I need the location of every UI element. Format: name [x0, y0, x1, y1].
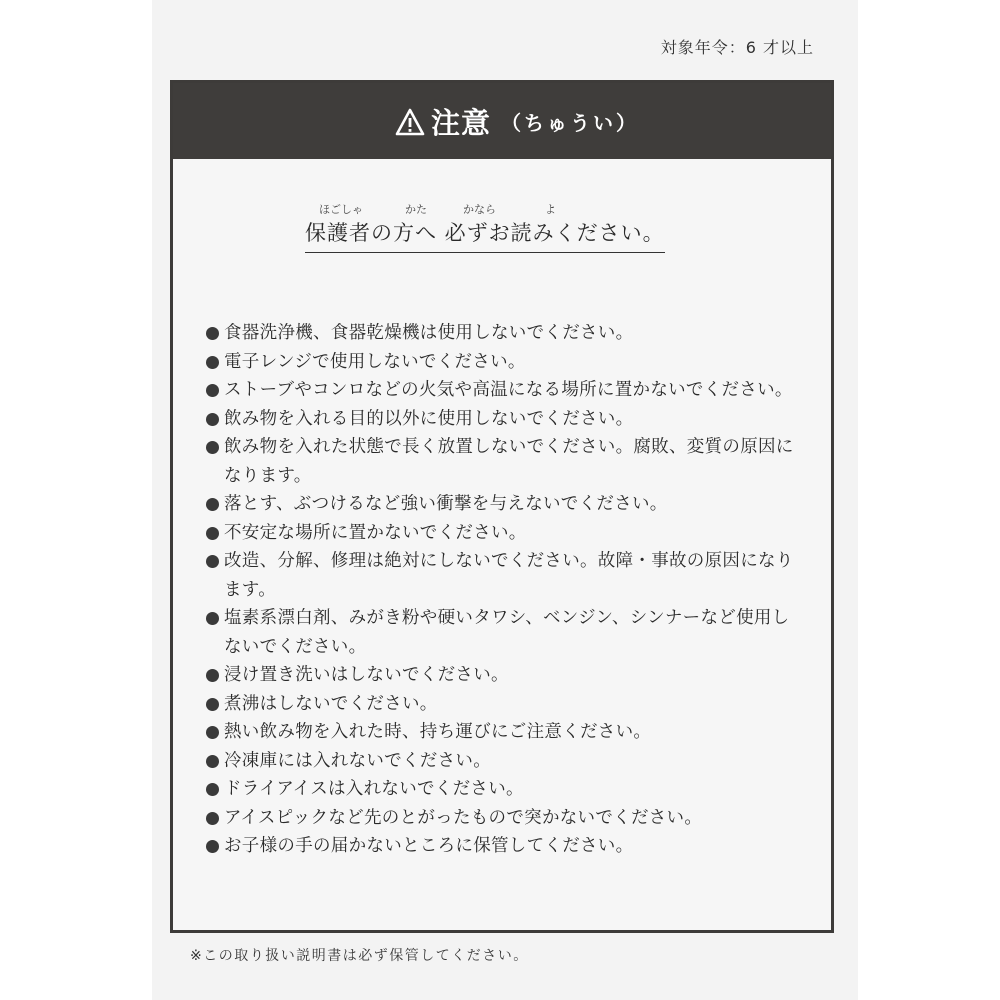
bullet-icon	[206, 698, 219, 711]
bullet-icon	[206, 612, 219, 625]
caution-header	[173, 83, 831, 159]
caution-item-text: ドライアイスは入れないでください。	[224, 779, 524, 799]
caution-item-text: 食器洗浄機、食器乾燥機は使用しないでください。	[224, 323, 634, 343]
caution-title: 注意	[430, 105, 491, 140]
bullet-icon	[206, 384, 219, 397]
caution-item	[206, 775, 796, 804]
bullet-icon	[206, 783, 219, 796]
guardian-heading: 保護者の方へ 必ずお読みください。	[305, 217, 665, 253]
caution-item	[206, 604, 796, 661]
caution-item-text: アイスピックなど先のとがったもので突かないでください。	[224, 807, 703, 828]
caution-item	[206, 747, 796, 776]
bullet-icon	[206, 669, 219, 682]
caution-item-text: 飲み物を入れた状態で長く放置しないでください。腐敗、変質の原因になります。	[224, 437, 794, 486]
bullet-icon	[206, 527, 219, 540]
age-requirement: 対象年令：6 才以上	[660, 38, 814, 57]
caution-item-text: 不安定な場所に置かないでください。	[224, 522, 527, 543]
bullet-icon	[206, 755, 219, 768]
caution-item	[206, 661, 796, 690]
furigana: かた	[405, 203, 427, 216]
guardian-notice	[305, 201, 685, 253]
caution-item-text: 落とす、ぶつけるなど強い衝撃を与えないでください。	[224, 494, 668, 514]
caution-item	[206, 490, 796, 519]
warning-triangle-icon	[395, 108, 425, 136]
caution-item-text: 塩素系漂白剤、みがき粉や硬いタワシ、ベンジン、シンナーなど使用しないでください。	[224, 608, 790, 657]
furigana: ほごしゃ	[319, 203, 363, 216]
caution-item	[206, 832, 796, 861]
bullet-icon	[206, 327, 219, 340]
bullet-icon	[206, 441, 219, 454]
bullet-icon	[206, 356, 219, 369]
bullet-icon	[206, 726, 219, 739]
furigana-row	[305, 201, 685, 217]
caution-item	[206, 376, 796, 405]
caution-item-text: 電子レンジで使用しないでください。	[224, 351, 526, 372]
caution-item-text: ストーブやコンロなどの火気や高温になる場所に置かないでください。	[224, 380, 793, 400]
caution-item	[206, 348, 796, 377]
caution-item-text: 冷凍庫には入れないでください。	[224, 750, 491, 771]
caution-item-text: 浸け置き洗いはしないでください。	[224, 665, 509, 685]
caution-item-text: 熱い飲み物を入れた時、持ち運びにご注意ください。	[224, 722, 652, 742]
caution-item-text: 飲み物を入れる目的以外に使用しないでください。	[224, 408, 634, 429]
bullet-icon	[206, 840, 219, 853]
bullet-icon	[206, 555, 219, 568]
bullet-icon	[206, 498, 219, 511]
caution-item-text: 改造、分解、修理は絶対にしないでください。故障・事故の原因になります。	[224, 551, 794, 600]
caution-item	[206, 433, 796, 490]
furigana: かなら	[463, 203, 496, 216]
caution-item	[206, 405, 796, 434]
caution-item	[206, 690, 796, 719]
caution-item-text: 煮沸はしないでください。	[224, 693, 438, 714]
caution-item	[206, 718, 796, 747]
keep-manual-note: ※この取り扱い説明書は必ず保管してください。	[190, 948, 529, 964]
bullet-icon	[206, 413, 219, 426]
caution-item-text: お子様の手の届かないところに保管してください。	[224, 836, 634, 856]
furigana: よ	[545, 203, 556, 216]
caution-item	[206, 547, 796, 604]
caution-box	[170, 80, 834, 933]
caution-reading: （ちゅうい）	[501, 110, 639, 135]
bullet-icon	[206, 812, 219, 825]
caution-list	[206, 319, 796, 861]
caution-item	[206, 519, 796, 548]
caution-item	[206, 319, 796, 348]
caution-item	[206, 804, 796, 833]
